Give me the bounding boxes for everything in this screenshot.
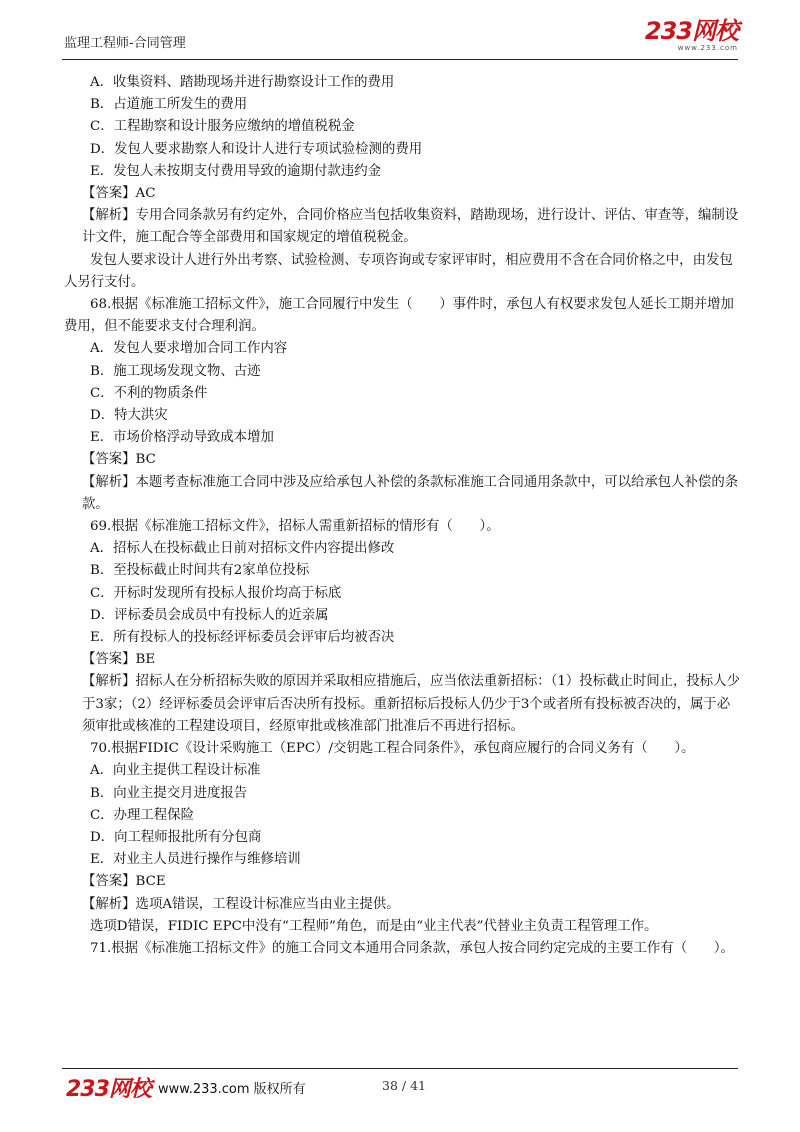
logo-text: 233网校 [644, 17, 738, 45]
option-line: A．收集资料、踏勘现场并进行勘察设计工作的费用 [90, 75, 395, 90]
header-divider [62, 59, 738, 60]
page-number: 38 / 41 [382, 1078, 426, 1093]
option-line: E．所有投标人的投标经评标委员会评审后均被否决 [90, 630, 395, 646]
header-title: 监理工程师-合同管理 [64, 36, 186, 51]
option-line: B．施工现场发现文物、古迹 [90, 363, 261, 379]
page-header [62, 18, 738, 58]
answer-line: 【答案】AC [82, 186, 156, 202]
logo-url: www.233.com [677, 44, 738, 52]
footer-divider [62, 1068, 738, 1069]
answer-line: 【答案】BE [82, 652, 156, 668]
question-line: 选项D错误，FIDIC EPC中没有“工程师”角色，而是由“业主代表”代替业主负责工程管理工作。 [90, 918, 658, 934]
option-line: C．开标时发现所有投标人报价均高于标底 [90, 585, 342, 601]
footer-copyright: www.233.com 版权所有 [158, 1082, 306, 1097]
brand-logo [645, 18, 738, 52]
question-line: 71.根据《标准施工招标文件》的施工合同文本通用合同条款，承包人按合同约定完成的主要工作有（ ）。 [90, 940, 734, 956]
option-line: D．特大洪灾 [90, 408, 168, 424]
option-line: A．向业主提供工程设计标准 [90, 763, 261, 779]
answer-line: 【解析】本题考查标准施工合同中涉及应给承包人补偿的条款标准施工合同通用条款中，可以给承包人补偿的条款。 [82, 474, 739, 512]
answer-line: 【解析】选项A错误，工程设计标准应当由业主提供。 [82, 896, 400, 912]
option-line: A．招标人在投标截止日前对招标文件内容提出修改 [90, 541, 395, 557]
answer-line: 【解析】专用合同条款另有约定外，合同价格应当包括收集资料，踏勘现场，进行设计、评估、审查等，编制设计文件，施工配合等全部费用和国家规定的增值税税金。 [82, 208, 739, 246]
question-line: 发包人要求设计人进行外出考察、试验检测、专项咨询或专家评审时，相应费用不含在合同价格之中，由发包人另行支付。 [64, 252, 733, 290]
answer-line: 【答案】BC [82, 452, 156, 468]
question-line: 70.根据FIDIC《设计采购施工（EPC）/交钥匙工程合同条件》，承包商应履行的合同义务有（ ）。 [90, 741, 695, 757]
page-footer [62, 1072, 738, 1102]
option-line: C．办理工程保险 [90, 807, 194, 823]
option-line: B．至投标截止时间共有2家单位投标 [90, 563, 310, 579]
answer-line: 【答案】BCE [82, 874, 166, 890]
option-line: E．对业主人员进行操作与维修培训 [90, 852, 301, 868]
option-line: C．工程勘察和设计服务应缴纳的增值税税金 [90, 119, 355, 135]
option-line: D．发包人要求勘察人和设计人进行专项试验检测的费用 [90, 141, 423, 157]
document-body [64, 72, 740, 960]
footer-logo: 233网校 [66, 1077, 151, 1102]
option-line: A．发包人要求增加合同工作内容 [90, 341, 288, 357]
option-line: D．评标委员会成员中有投标人的近亲属 [90, 607, 329, 623]
option-line: B．占道施工所发生的费用 [90, 97, 248, 113]
option-line: E．发包人未按期支付费用导致的逾期付款违约金 [90, 163, 381, 179]
option-line: D．向工程师报批所有分包商 [90, 829, 262, 845]
question-line: 69.根据《标准施工招标文件》，招标人需重新招标的情形有（ ）。 [90, 519, 500, 535]
option-line: E．市场价格浮动导致成本增加 [90, 430, 274, 446]
answer-line: 【解析】招标人在分析招标失败的原因并采取相应措施后，应当依法重新招标：（1）投标截止时间止，投标人少于3家；（2）经评标委员会评审后否决所有投标。重新招标后投标人仍少于3个或者所有投标被否决的，属于必须审批或核准的工程建设项目，经原审批或核准部门批准后不再进行招标。 [82, 674, 740, 734]
question-line: 68.根据《标准施工招标文件》，施工合同履行中发生（ ）事件时，承包人有权要求发包人延长工期并增加费用，但不能要求支付合理利润。 [64, 297, 734, 335]
option-line: B．向业主提交月进度报告 [90, 785, 248, 801]
option-line: C．不利的物质条件 [90, 385, 208, 401]
